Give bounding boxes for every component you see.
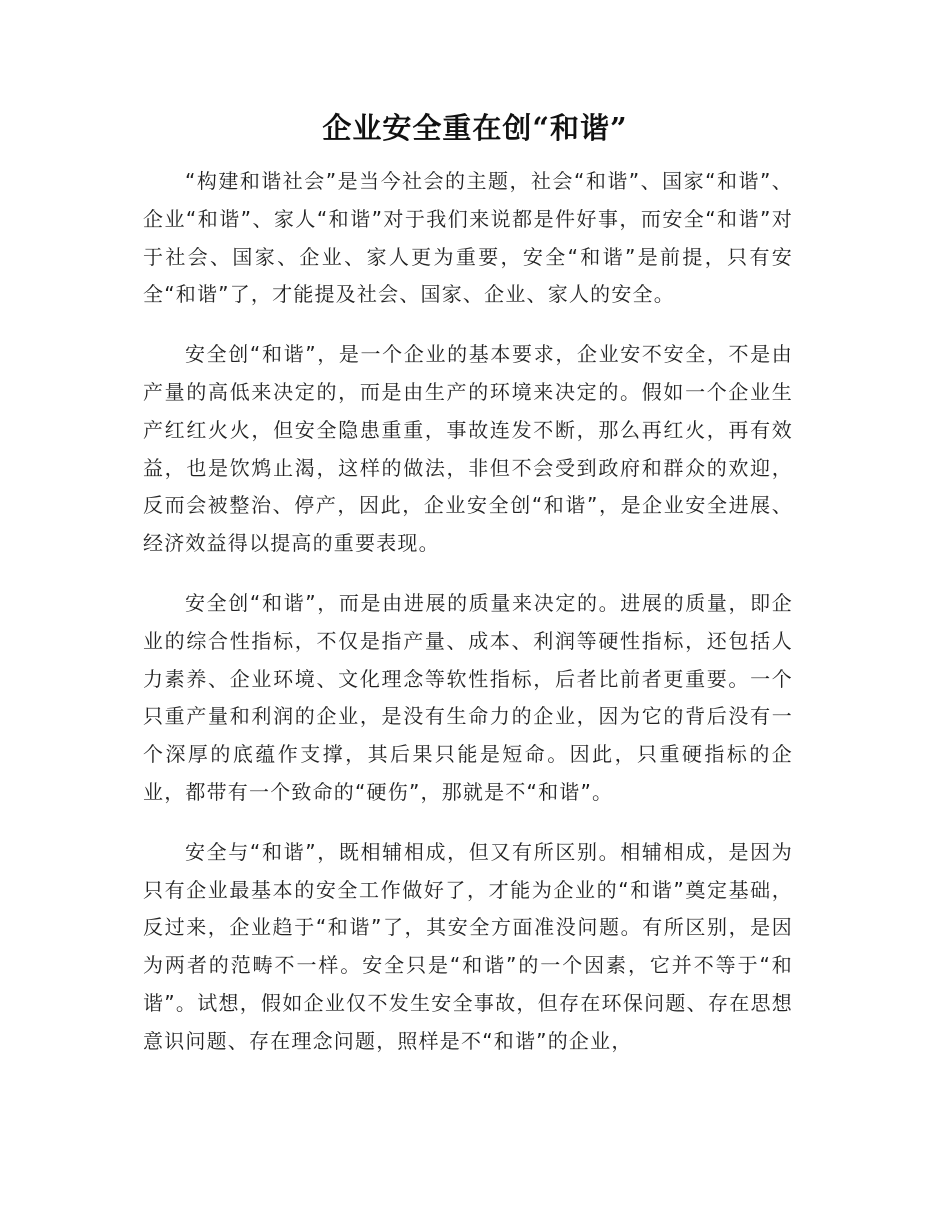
paragraph-1: “构建和谐社会”是当今社会的主题，社会“和谐”、国家“和谐”、企业“和谐”、家人“和谐”对于我们来说都是件好事，而安全“和谐”对于社会、国家、企业、家人更为重要，安全“和谐”是前提，只有安全“和谐”了，才能提及社会、国家、企业、家人的安全。	[143, 169, 793, 307]
paragraph-4: 安全与“和谐”，既相辅相成，但又有所区别。相辅相成，是因为只有企业最基本的安全工作做好了，才能为企业的“和谐”奠定基础，反过来，企业趋于“和谐”了，其安全方面准没问题。有所区别，是因为两者的范畴不一样。安全只是“和谐”的一个因素，它并不等于“和谐”。试想，假如企业仅不发生安全事故，但存在环保问题、存在思想意识问题、存在理念问题，照样是不“和谐”的企业，	[143, 839, 793, 1053]
document-title: 企业安全重在创“和谐”	[322, 111, 628, 145]
paragraph-2: 安全创“和谐”，是一个企业的基本要求，企业安不安全，不是由产量的高低来决定的，而是由生产的环境来决定的。假如一个企业生产红红火火，但安全隐患重重，事故连发不断，那么再红火，再有效益，也是饮鸩止渴，这样的做法，非但不会受到政府和群众的欢迎，反而会被整治、停产，因此，企业安全创“和谐”，是企业安全进展、经济效益得以提高的重要表现。	[143, 342, 793, 556]
document-body	[143, 163, 793, 1061]
paragraph-3: 安全创“和谐”，而是由进展的质量来决定的。进展的质量，即企业的综合性指标，不仅是指产量、成本、利润等硬性指标，还包括人力素养、企业环境、文化理念等软性指标，后者比前者更重要。一个只重产量和利润的企业，是没有生命力的企业，因为它的背后没有一个深厚的底蕴作支撑，其后果只能是短命。因此，只重硬指标的企业，都带有一个致命的“硬伤”，那就是不“和谐”。	[143, 590, 793, 804]
